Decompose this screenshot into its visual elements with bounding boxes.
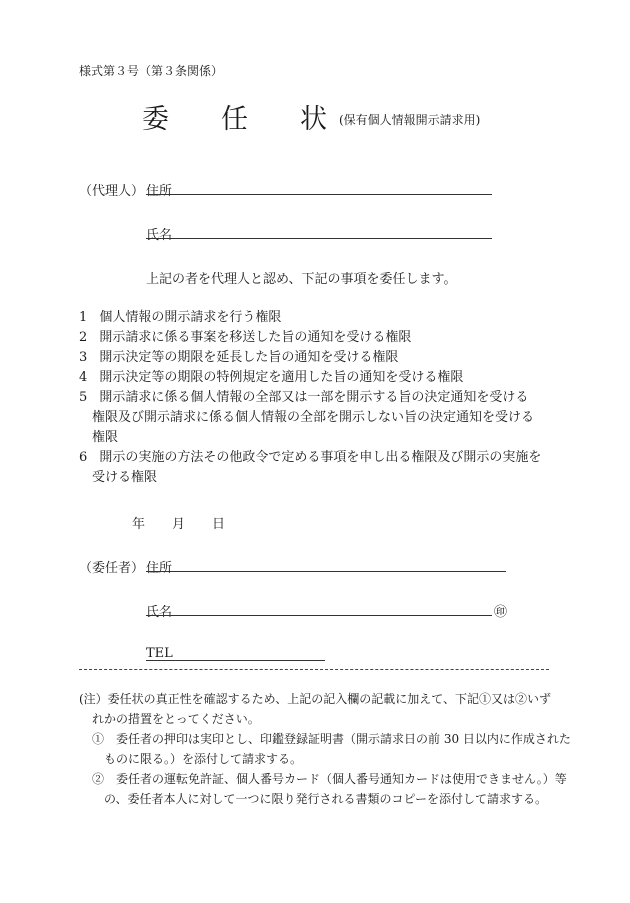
principal-name-field[interactable]	[146, 615, 492, 616]
item-text: 開示決定等の期限の特例規定を適用した旨の通知を受ける権限	[99, 370, 464, 385]
date-day-label: 日	[212, 517, 226, 532]
item-number: 2	[79, 330, 88, 345]
principal-address-label: 住所	[146, 561, 173, 576]
document-subtitle: (保有個人情報開示請求用)	[339, 113, 481, 127]
list-item	[79, 348, 398, 368]
note-intro-continued: れかの措置をとってください。	[92, 712, 260, 726]
agent-name-field[interactable]	[146, 238, 492, 239]
item-number: 4	[79, 370, 88, 385]
agent-address-field[interactable]	[146, 194, 492, 195]
document-title	[142, 97, 327, 136]
date-month-label: 月	[172, 517, 186, 532]
item-number: 5	[79, 390, 88, 405]
item-text: 開示の実施の方法その他政令で定める事項を申し出る権限及び開示の実施を	[99, 450, 542, 465]
item-number: 6	[79, 450, 88, 465]
principal-tel-label: TEL	[146, 646, 173, 661]
item-text-continued: 権限及び開示請求に係る個人情報の全部を開示しない旨の決定通知を受ける	[92, 410, 535, 425]
item-text: 開示決定等の期限を延長した旨の通知を受ける権限	[99, 350, 399, 365]
note-option-2: ② 委任者の運転免許証、個人番号カード（個人番号通知カードは使用できません。）等	[92, 772, 567, 786]
title-char-3: 状	[300, 104, 327, 135]
delegation-statement: 上記の者を代理人と認め、下記の事項を委任します。	[146, 272, 457, 287]
item-text-continued: 受ける権限	[92, 470, 158, 485]
separator-dashed-line	[79, 669, 549, 670]
agent-role-label: （代理人）	[79, 184, 145, 199]
note-option-1-continued: ものに限る。）を添付して請求する。	[104, 752, 303, 766]
title-char-2: 任	[221, 104, 248, 135]
seal-mark: ㊞	[494, 605, 508, 620]
principal-address-field[interactable]	[146, 571, 506, 572]
agent-address-label: 住所	[146, 184, 173, 199]
item-text: 開示請求に係る事案を移送した旨の通知を受ける権限	[99, 330, 412, 345]
title-char-1: 委	[142, 104, 169, 135]
list-item	[79, 368, 463, 388]
form-number: 様式第３号（第３条関係）	[79, 64, 224, 78]
note-intro: (注）委任状の真正性を確認するため、上記の記入欄の記載に加えて、下記①又は②いず	[79, 692, 551, 706]
list-item	[79, 388, 528, 408]
agent-name-label: 氏名	[146, 228, 173, 243]
list-item	[79, 328, 411, 348]
principal-role-label: （委任者）	[79, 561, 145, 576]
note-option-1: ① 委任者の押印は実印とし、印鑑登録証明書（開示請求日の前 30 日以内に作成された	[92, 732, 571, 746]
item-number: 1	[79, 310, 88, 325]
list-item	[79, 448, 541, 468]
item-number: 3	[79, 350, 88, 365]
item-text-continued: 権限	[92, 430, 119, 445]
date-year-label: 年	[132, 517, 146, 532]
item-text: 開示請求に係る個人情報の全部又は一部を開示する旨の決定通知を受ける	[99, 390, 529, 405]
note-option-2-continued: の、委任者本人に対して一つに限り発行される書類のコピーを添付して請求する。	[104, 792, 548, 806]
item-text: 個人情報の開示請求を行う権限	[99, 310, 282, 325]
list-item	[79, 308, 281, 328]
principal-tel-field[interactable]	[146, 660, 325, 661]
principal-name-label: 氏名	[146, 605, 173, 620]
